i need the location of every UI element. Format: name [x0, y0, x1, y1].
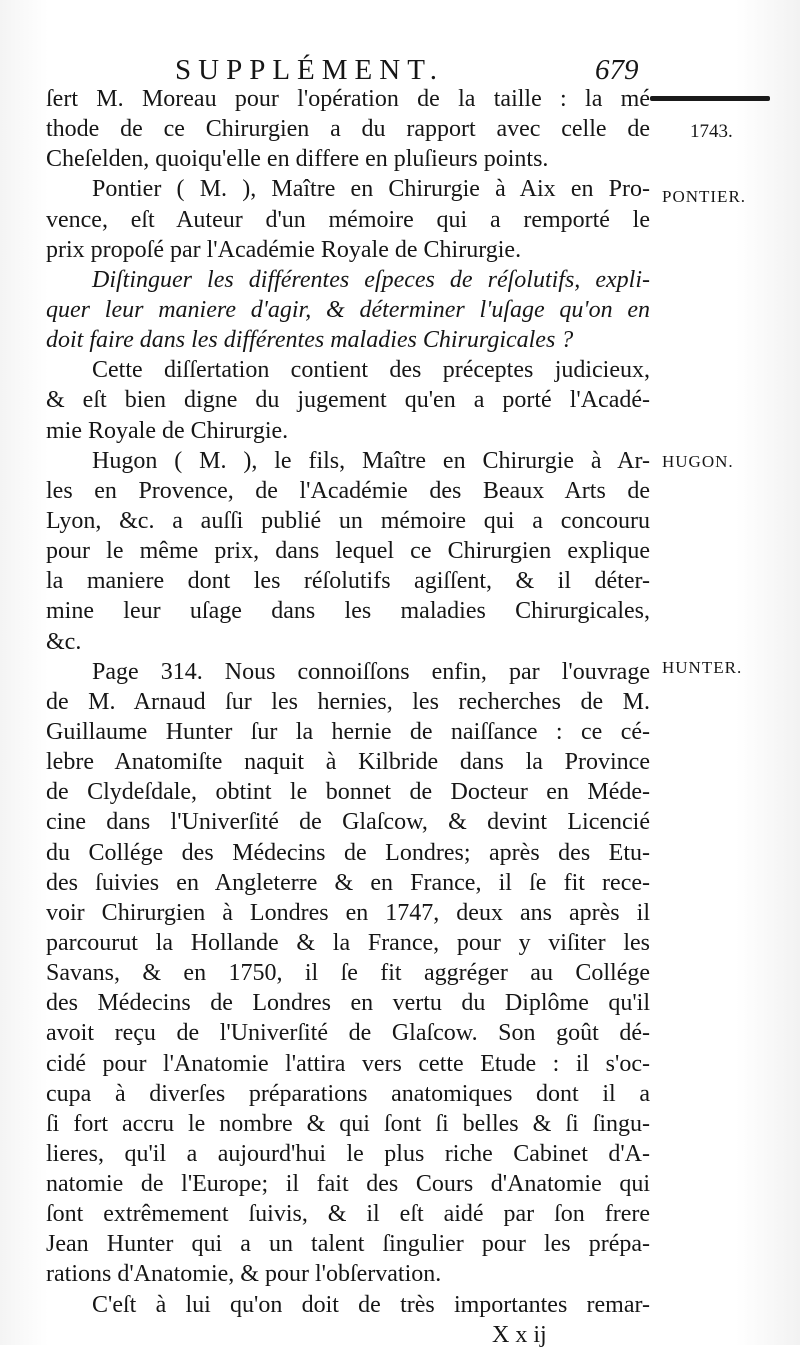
text-line: lebre Anatomiſte naquit à Kilbride dans la Province — [46, 749, 650, 776]
italic-title-line: quer leur maniere d'agir, & déterminer l'uſage qu'on en — [46, 296, 650, 323]
margin-note-hunter: HUNTER. — [662, 658, 743, 677]
text-line: pour le même prix, dans lequel ce Chirurgien explique — [46, 538, 650, 565]
text-line: Savans, & en 1750, il ſe fit aggréger au Collége — [46, 960, 650, 987]
text-line: vence, eſt Auteur d'un mémoire qui a remporté le — [46, 206, 650, 233]
margin-note-hugon: HUGON. — [662, 452, 734, 471]
text-line: du Collége des Médecins de Londres; après des Etu- — [46, 839, 650, 866]
text-line: &c. — [46, 628, 82, 655]
text-line: natomie de l'Europe; il fait des Cours d'Anatomie qui — [46, 1171, 650, 1198]
page-number: 679 — [595, 54, 639, 86]
margin-note-year: 1743. — [690, 121, 733, 142]
running-head: SUPPLÉMENT. — [175, 54, 445, 86]
paragraph-start-line: Cette diſſertation contient des préceptes judicieux, — [92, 357, 650, 384]
text-line: Guillaume Hunter ſur la hernie de naiſſance : ce cé- — [46, 718, 650, 745]
paragraph-start-line: Page 314. Nous connoiſſons enfin, par l'ouvrage — [92, 658, 650, 685]
text-line: prix propoſé par l'Académie Royale de Chirurgie. — [46, 236, 522, 263]
text-line: la maniere dont les réſolutifs agiſſent, & il déter- — [46, 568, 650, 595]
paragraph-start-line: C'eſt à lui qu'on doit de très importantes remar- — [92, 1291, 650, 1318]
body-text — [46, 84, 650, 1350]
text-line: & eſt bien digne du jugement qu'en a porté l'Acadé- — [46, 387, 650, 414]
margin-note-pontier: PONTIER. — [662, 187, 747, 206]
text-line: cidé pour l'Anatomie l'attira vers cette Etude : il s'oc- — [46, 1050, 650, 1077]
text-line: Cheſelden, quoiqu'elle en differe en pluſieurs points. — [46, 146, 549, 173]
text-line: de M. Arnaud ſur les hernies, les recherches de M. — [46, 688, 650, 715]
text-line: lieres, qu'il a aujourd'hui le plus riche Cabinet d'A- — [46, 1140, 650, 1167]
text-line: ſert M. Moreau pour l'opération de la taille : la mé — [46, 86, 650, 112]
italic-title-line: doit faire dans les différentes maladies Chirurgicales ? — [46, 327, 574, 354]
text-line: cupa à diverſes préparations anatomiques dont il a — [46, 1080, 650, 1107]
text-line: avoit reçu de l'Univerſité de Glaſcow. Son goût dé- — [46, 1020, 650, 1047]
signature-mark: X x ij — [492, 1321, 547, 1348]
text-line: mine leur uſage dans les maladies Chirurgicales, — [46, 598, 650, 625]
paragraph-start-line: Pontier ( M. ), Maître en Chirurgie à Aix en Pro- — [92, 176, 650, 203]
text-line: des ſuivies en Angleterre & en France, il ſe fit rece- — [46, 869, 650, 896]
text-line: voir Chirurgien à Londres en 1747, deux ans après il — [46, 899, 650, 926]
italic-title-line: Diſtinguer les différentes eſpeces de réſolutifs, expli- — [92, 266, 650, 293]
text-line: rations d'Anatomie, & pour l'obſervation. — [46, 1261, 442, 1288]
text-line: ſi fort accru le nombre & qui ſont ſi belles & ſi ſingu- — [46, 1110, 650, 1137]
text-line: thode de ce Chirurgien a du rapport avec celle de — [46, 116, 650, 143]
text-line: ſont extrêmement ſuivis, & il eſt aidé par ſon frere — [46, 1201, 650, 1228]
text-line: parcourut la Hollande & la France, pour y viſiter les — [46, 929, 650, 956]
paragraph-start-line: Hugon ( M. ), le fils, Maître en Chirurgie à Ar- — [92, 447, 650, 474]
header-rule — [650, 96, 770, 101]
text-line: Jean Hunter qui a un talent ſingulier pour les prépa- — [46, 1231, 650, 1258]
text-line: des Médecins de Londres en vertu du Diplôme qu'il — [46, 990, 650, 1017]
text-line: les en Provence, de l'Académie des Beaux Arts de — [46, 477, 650, 504]
text-line: Lyon, &c. a auſſi publié un mémoire qui a concouru — [46, 507, 650, 534]
text-line: cine dans l'Univerſité de Glaſcow, & devint Licencié — [46, 809, 650, 836]
text-line: de Clydeſdale, obtint le bonnet de Docteur en Méde- — [46, 779, 650, 806]
text-line: mie Royale de Chirurgie. — [46, 417, 289, 444]
